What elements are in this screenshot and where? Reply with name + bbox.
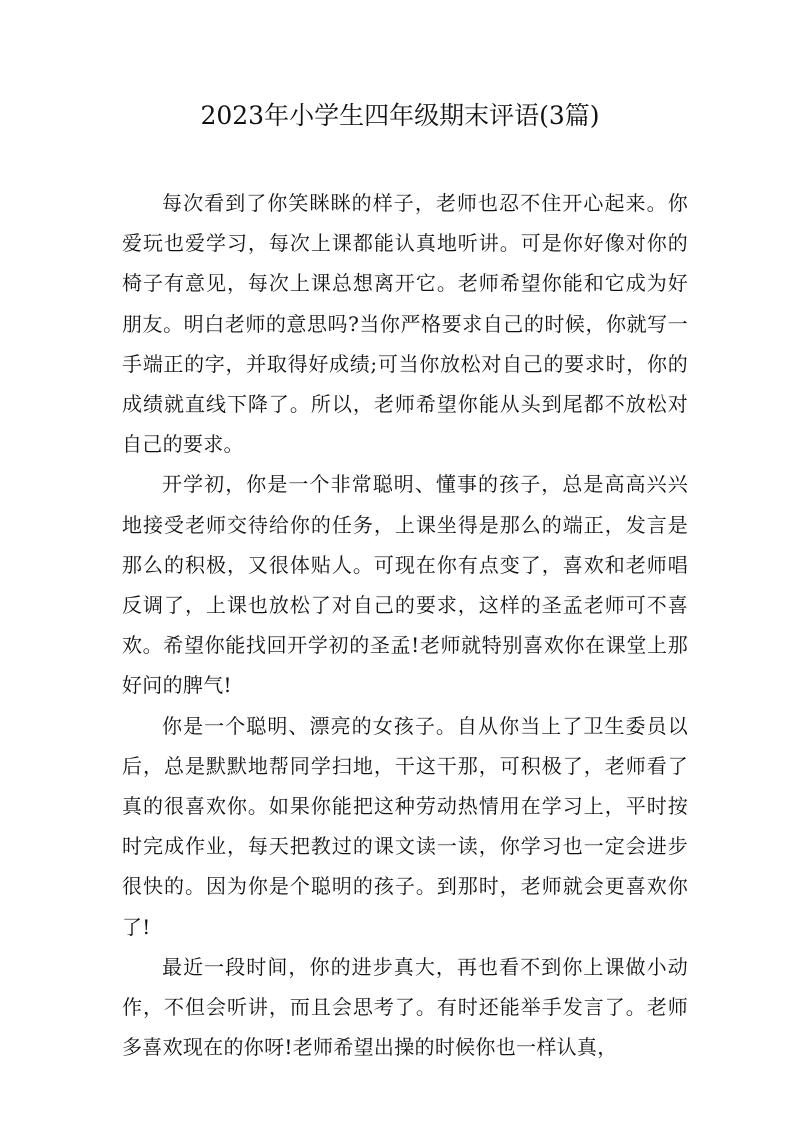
paragraph-1: 每次看到了你笑眯眯的样子，老师也忍不住开心起来。你爱玩也爱学习，每次上课都能认真地听讲。可是你好像对你的椅子有意见，每次上课总想离开它。老师希望你能和它成为好朋友。明白老师的意思吗?当你严格要求自己的时候，你就写一手端正的字，并取得好成绩;可当你放松对自己的要求时，你的成绩就直线下降了。所以，老师希望你能从头到尾都不放松对自己的要求。 [122,191,688,457]
paragraph-4: 最近一段时间，你的进步真大，再也看不到你上课做小动作，不但会听讲，而且会思考了。有时还能举手发言了。老师多喜欢现在的你呀!老师希望出操的时候你也一样认真， [122,954,688,1060]
document-body [122,183,688,1067]
page-title: 2023年小学生四年级期末评语(3篇) [200,101,600,130]
paragraph-2: 开学初，你是一个非常聪明、懂事的孩子，总是高高兴兴地接受老师交待给你的任务，上课坐得是那么的端正，发言是那么的积极，又很体贴人。可现在你有点变了，喜欢和老师唱反调了，上课也放松了对自己的要求，这样的圣孟老师可不喜欢。希望你能找回开学初的圣孟!老师就特别喜欢你在课堂上那好问的脾气! [122,472,688,698]
paragraph-3: 你是一个聪明、漂亮的女孩子。自从你当上了卫生委员以后，总是默默地帮同学扫地，干这干那，可积极了，老师看了真的很喜欢你。如果你能把这种劳动热情用在学习上，平时按时完成作业，每天把教过的课文读一读，你学习也一定会进步很快的。因为你是个聪明的孩子。到那时，老师就会更喜欢你了! [122,713,688,939]
